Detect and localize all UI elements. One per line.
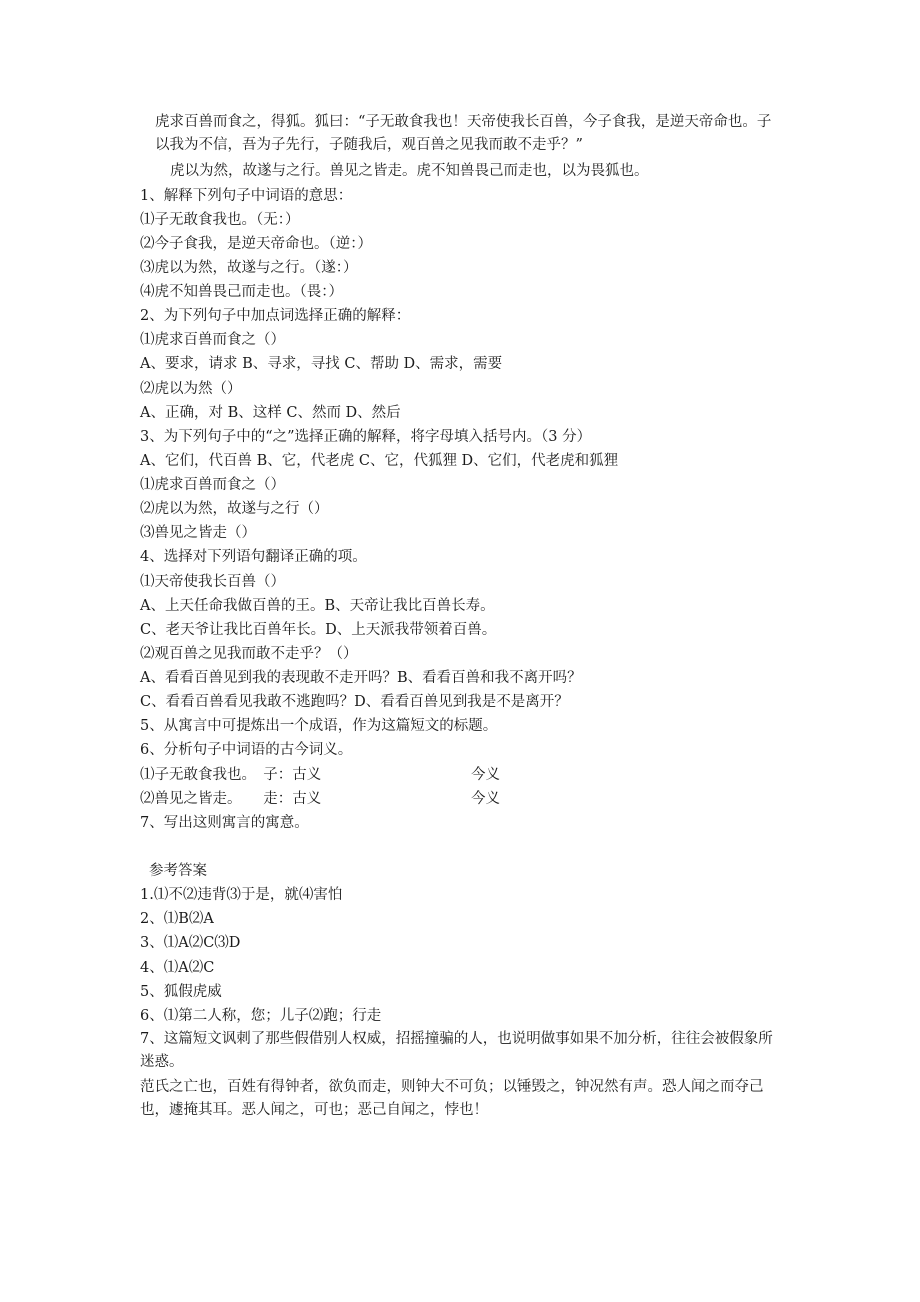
question-6-row-2-modern: 今义 [471,791,500,807]
question-3-title: 3、为下列句子中的“之”选择正确的解释，将字母填入括号内。（3 分） [140,429,592,445]
passage-paragraph-1: 虎求百兽而食之，得狐。狐曰：“子无敢食我也！天帝使我长百兽，今子食我，是逆天帝命也。子以我为不信，吾为子先行，子随我后，观百兽之见我而敢不走乎？” [155,114,772,153]
question-4-options: A、看看百兽见到我的表现敢不走开吗？B、看看百兽和我不离开吗？ [140,670,582,686]
answer-7: 7、这篇短文讽刺了那些假借别人权威，招摇撞骗的人，也说明做事如果不加分析，往往会被假象所迷惑。 [140,1031,773,1070]
question-5: 5、从寓言中可提炼出一个成语，作为这篇短文的标题。 [140,718,498,734]
answer-5: 5、狐假虎威 [140,984,222,1000]
question-4-title: 4、选择对下列语句翻译正确的项。 [140,549,367,565]
answer-6: 6、⑴第二人称，您；儿子⑵跑；行走 [140,1008,382,1024]
answers-heading: 参考答案 [149,863,207,879]
question-1-item: ⑵今子食我，是逆天帝命也。（逆：） [140,236,372,252]
question-6-row-1-modern: 今义 [471,767,500,783]
answer-4: 4、⑴A⑵C [140,960,215,976]
question-3-item: ⑶兽见之皆走（） [140,525,256,541]
question-6-row-1: ⑴子无敢食我也。 子：古义 [140,767,322,783]
extra-passage: 范氏之亡也，百姓有得钟者，欲负而走，则钟大不可负；以锤毁之，钟况然有声。恐人闻之而夺己也，遽掩其耳。恶人闻之，可也；恶己自闻之，悖也！ [140,1079,764,1118]
question-4-sentence: ⑵观百兽之见我而敢不走乎？（） [140,646,358,662]
question-4-options: C、看看百兽看见我敢不逃跑吗？D、看看百兽见到我是不是离开？ [140,694,569,710]
question-2-options: A、要求，请求 B、寻求，寻找 C、帮助 D、需求，需要 [140,356,503,372]
question-1-title: 1、解释下列句子中词语的意思： [140,188,353,204]
question-2-sentence: ⑵虎以为然（） [140,381,242,397]
answer-2: 2、⑴B⑵A [140,911,214,927]
question-2-title: 2、为下列句子中加点词选择正确的解释： [140,308,411,324]
question-6-row-2: ⑵兽见之皆走。 走：古义 [140,791,322,807]
question-4-options: C、老天爷让我比百兽年长。D、上天派我带领着百兽。 [140,622,497,638]
answer-1: 1.⑴不⑵违背⑶于是，就⑷害怕 [140,887,343,903]
question-4-sentence: ⑴天帝使我长百兽（） [140,574,285,590]
passage-paragraph-2: 虎以为然，故遂与之行。兽见之皆走。虎不知兽畏己而走也，以为畏狐也。 [170,163,649,179]
question-2-options: A、正确，对 B、这样 C、然而 D、然后 [140,405,401,421]
question-4-options: A、上天任命我做百兽的王。B、天帝让我比百兽长寿。 [140,598,495,614]
question-3-options: A、它们，代百兽 B、它，代老虎 C、它，代狐狸 D、它们，代老虎和狐狸 [140,453,619,469]
question-1-item: ⑷虎不知兽畏己而走也。（畏：） [140,284,343,300]
question-3-item: ⑴虎求百兽而食之（） [140,477,285,493]
question-1-item: ⑶虎以为然，故遂与之行。（遂：） [140,260,358,276]
question-1-item: ⑴子无敢食我也。（无：） [140,212,300,228]
question-6-title: 6、分析句子中词语的古今词义。 [140,742,353,758]
question-7: 7、写出这则寓言的寓意。 [140,815,309,831]
question-2-sentence: ⑴虎求百兽而食之（） [140,332,285,348]
answer-3: 3、⑴A⑵C⑶D [140,935,241,951]
question-3-item: ⑵虎以为然，故遂与之行（） [140,501,329,517]
